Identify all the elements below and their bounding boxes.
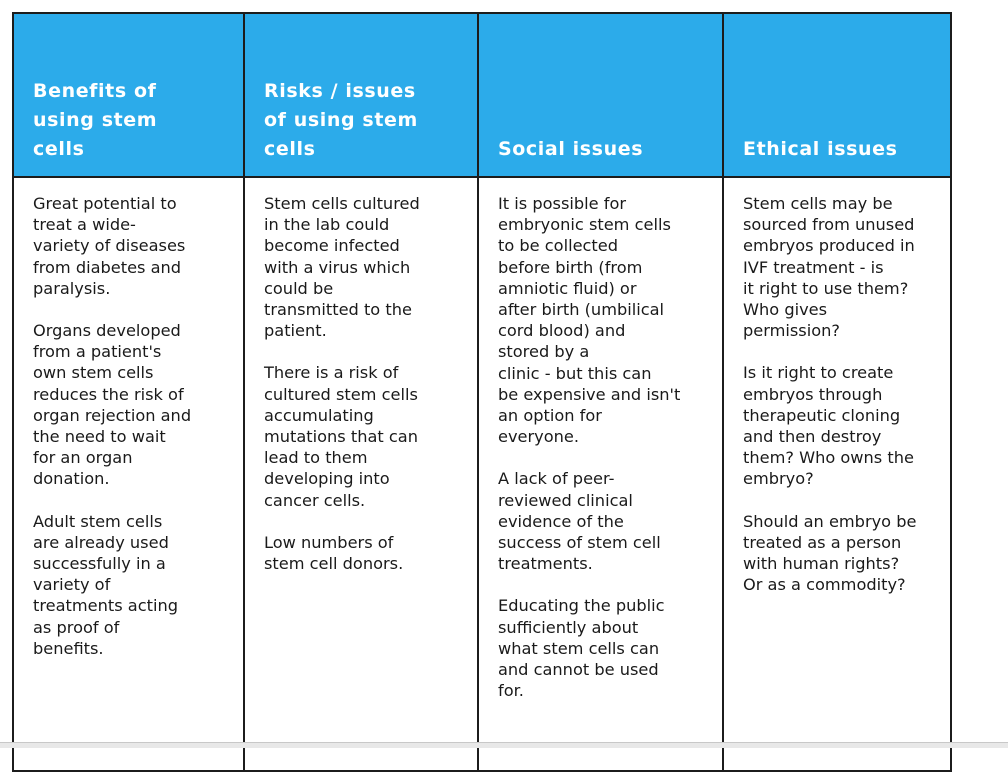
risks-paragraph: Low numbers of stem cell donors. bbox=[264, 532, 404, 574]
ethical-paragraph: Stem cells may be sourced from unused embryos produced in IVF treatment - is it right to use them? Who gives permission? bbox=[743, 194, 915, 341]
social-paragraph: It is possible for embryonic stem cells to be collected before birth (from amniotic fluid) or after birth (umbilical cord blood) and stored by a clinic - but this can be expensive and isn't an option for everyone. bbox=[498, 194, 681, 447]
ethical-paragraph: Should an embryo be treated as a person with human rights? Or as a commodity? bbox=[743, 511, 917, 595]
bottom-scroll-edge bbox=[0, 742, 1008, 748]
risks-paragraph: There is a risk of cultured stem cells accumulating mutations that can lead to them developing into cancer cells. bbox=[264, 363, 418, 510]
header-social-issues: Social issues bbox=[479, 14, 724, 178]
header-benefits: Benefits of using stem cells bbox=[14, 14, 245, 178]
cell-risks bbox=[245, 178, 479, 770]
cell-social-issues bbox=[479, 178, 724, 770]
cell-ethical-issues bbox=[724, 178, 950, 770]
benefits-paragraph: Adult stem cells are already used successfully in a variety of treatments acting as proof of benefits. bbox=[33, 511, 178, 658]
ethical-paragraph: Is it right to create embryos through therapeutic cloning and then destroy them? Who owns the embryo? bbox=[743, 363, 914, 489]
cell-benefits bbox=[14, 178, 245, 770]
social-paragraph: Educating the public sufficiently about what stem cells can and cannot be used for. bbox=[498, 596, 665, 701]
header-risks: Risks / issues of using stem cells bbox=[245, 14, 479, 178]
header-ethical-issues: Ethical issues bbox=[724, 14, 950, 178]
social-paragraph: A lack of peer- reviewed clinical evidence of the success of stem cell treatments. bbox=[498, 469, 661, 574]
benefits-paragraph: Great potential to treat a wide- variety of diseases from diabetes and paralysis. bbox=[33, 194, 186, 298]
stem-cells-table bbox=[12, 12, 952, 772]
risks-paragraph: Stem cells cultured in the lab could become infected with a virus which could be transmitted to the patient. bbox=[264, 194, 420, 341]
benefits-paragraph: Organs developed from a patient's own stem cells reduces the risk of organ rejection and the need to wait for an organ donation. bbox=[33, 321, 192, 489]
